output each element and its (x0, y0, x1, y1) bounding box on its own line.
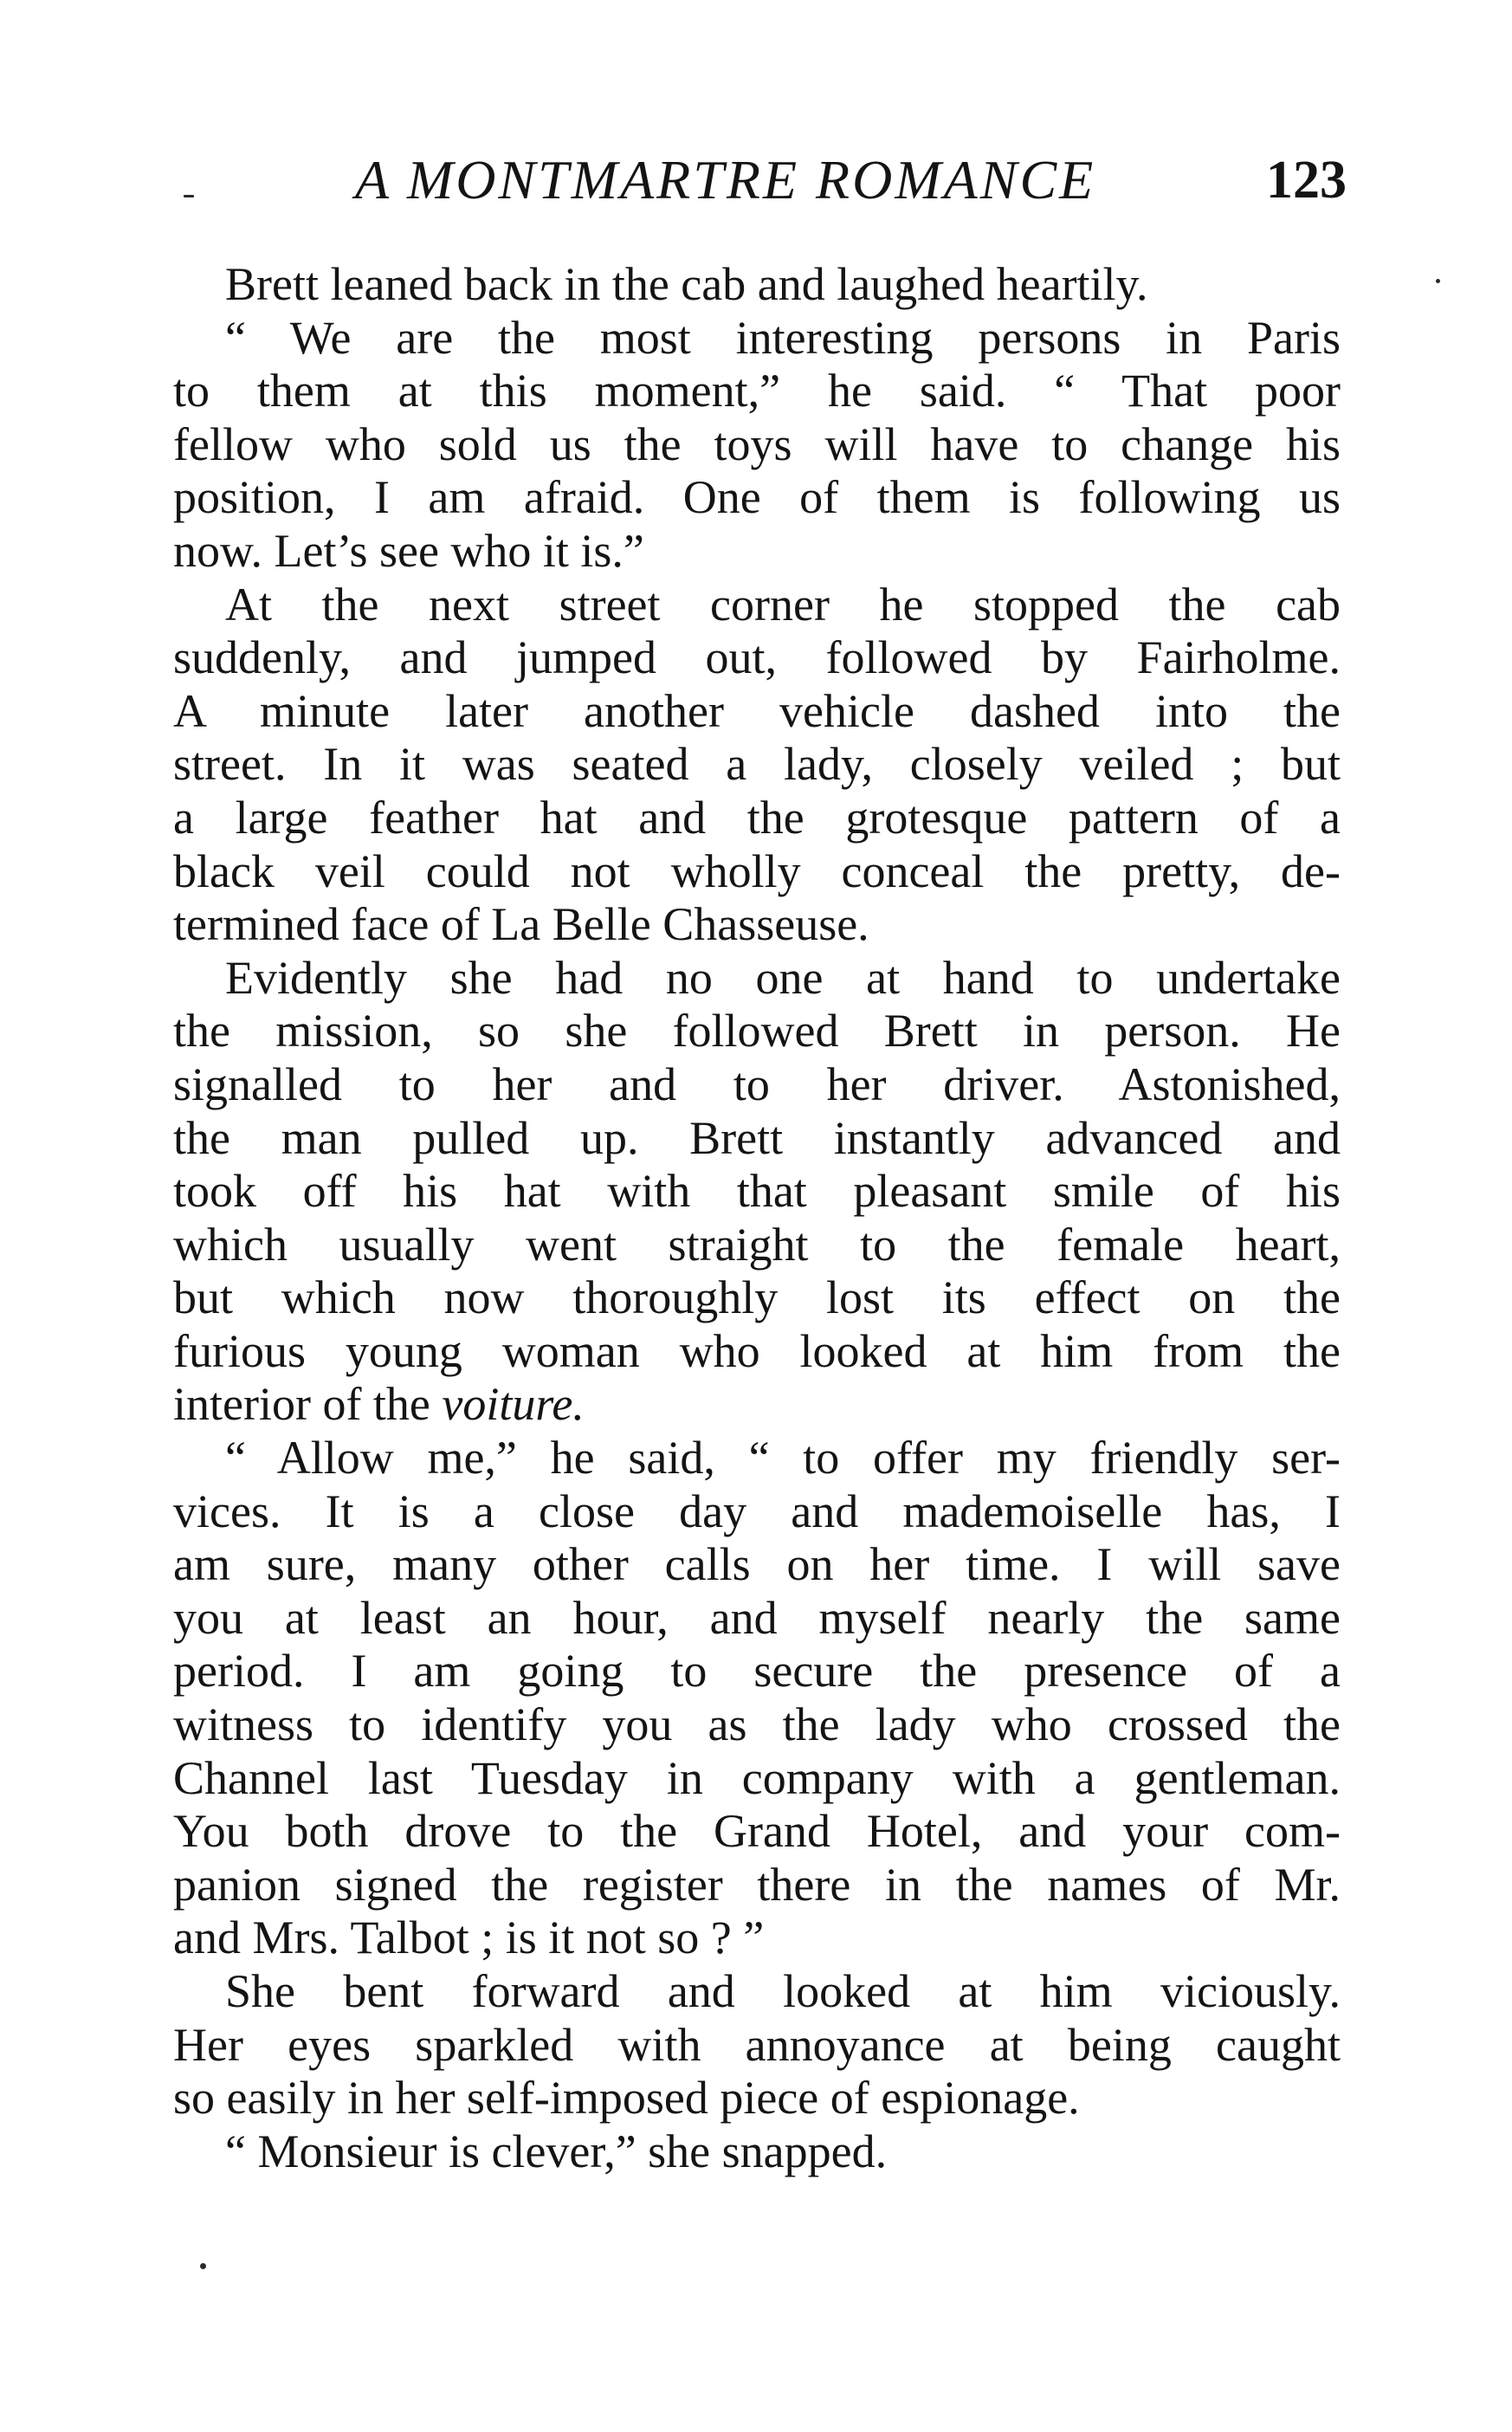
text-line: Channel last Tuesday in company with a gentleman. (173, 1751, 1341, 1804)
text-line: took off his hat with that pleasant smile of his (173, 1165, 1341, 1218)
text-line: You both drove to the Grand Hotel, and your com- (173, 1805, 1341, 1858)
text-line: am sure, many other calls on her time. I will save (173, 1538, 1341, 1591)
italic-word: voiture. (442, 1378, 585, 1431)
text-line: to them at this moment,” he said. “ That poor (173, 365, 1341, 417)
text-line: which usually went straight to the female heart, (173, 1218, 1341, 1271)
ink-speck (200, 2263, 206, 2269)
text-line: and Mrs. Talbot ; is it not so ? ” (173, 1911, 765, 1964)
body-text (173, 258, 1341, 2178)
text-line (173, 1378, 1341, 1432)
text-line: vices. It is a close day and mademoiselle has, I (173, 1484, 1341, 1537)
text-line: period. I am going to secure the presence of a (173, 1645, 1341, 1698)
ink-speck (184, 195, 194, 197)
text-line: termined face of La Belle Chasseuse. (173, 898, 869, 951)
text-line: a large feather hat and the grotesque pattern of a (173, 791, 1341, 844)
running-title: A MONTMARTRE ROMANCE (355, 149, 1096, 210)
text-line: street. In it was seated a lady, closely veiled ; but (173, 738, 1341, 791)
text-line: panion signed the register there in the names of Mr. (173, 1858, 1341, 1911)
text-line: A minute later another vehicle dashed into the (173, 684, 1341, 737)
text-line: you at least an hour, and myself nearly the same (173, 1591, 1341, 1644)
text-line: signalled to her and to her driver. Astonished, (173, 1058, 1341, 1110)
text-line: Her eyes sparkled with annoyance at being caught (173, 2018, 1341, 2071)
text-line: Brett leaned back in the cab and laughed heartily. (225, 258, 1148, 310)
text-line: but which now thoroughly lost its effect on the (173, 1271, 1341, 1324)
text-line: “ Monsieur is clever,” she snapped. (225, 2125, 888, 2177)
text-line: Evidently she had no one at hand to undertake (225, 951, 1341, 1004)
text-line: black veil could not wholly conceal the pretty, de- (173, 844, 1341, 897)
ink-speck (1436, 279, 1440, 283)
text-line: She bent forward and looked at him viciously. (225, 1965, 1341, 2017)
text-line: position, I am afraid. One of them is following us (173, 471, 1341, 524)
running-head (173, 146, 1347, 215)
text-line: the mission, so she followed Brett in person. He (173, 1005, 1341, 1058)
text-line: suddenly, and jumped out, followed by Fairholme. (173, 631, 1341, 684)
text-line: “ Allow me,” he said, “ to offer my friendly ser- (225, 1432, 1341, 1484)
text-line: witness to identify you as the lady who crossed the (173, 1698, 1341, 1751)
text-line: so easily in her self-imposed piece of espionage. (173, 2072, 1080, 2125)
page-number: 123 (1266, 151, 1347, 210)
text-line: furious young woman who looked at him from the (173, 1324, 1341, 1377)
text-line: now. Let’s see who it is.” (173, 524, 644, 577)
text-line: fellow who sold us the toys will have to change his (173, 417, 1341, 470)
text-line-lead: interior of the (173, 1378, 430, 1431)
text-line: At the next street corner he stopped the cab (225, 578, 1341, 631)
text-line: the man pulled up. Brett instantly advanced and (173, 1111, 1341, 1164)
text-line: “ We are the most interesting persons in Paris (225, 311, 1341, 364)
